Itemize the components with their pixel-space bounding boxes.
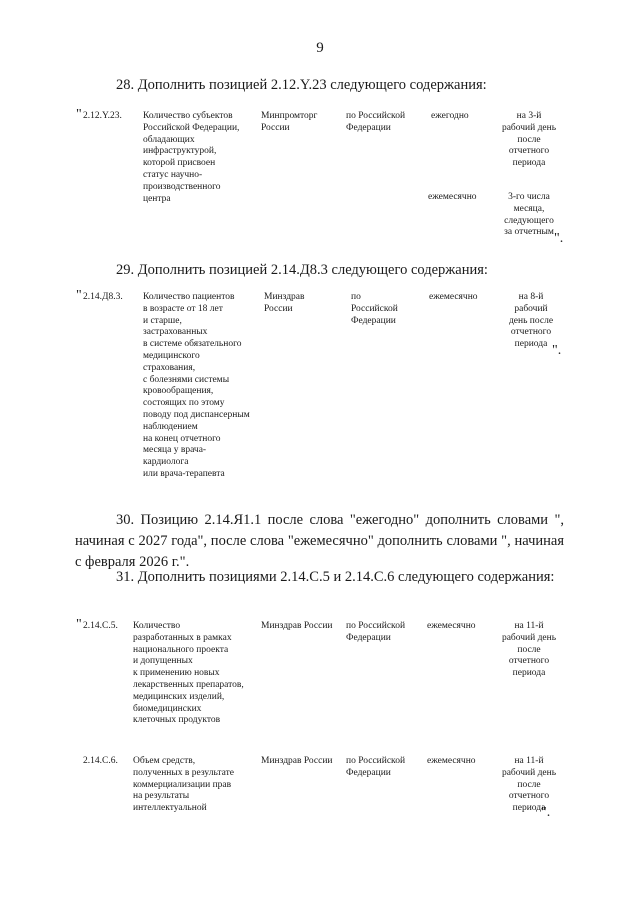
row-deadline: на 11-й рабочий день после отчетного периода [501,621,557,679]
row-level: по Российской Федерации [346,756,406,778]
row-indicator-name: Количество субъектов Российской Федерации, обладающих инфраструктурой, которой присвоен статус научно- производственного центра [143,111,240,204]
row-period: ежегодно [431,111,469,121]
row-period: ежемесячно [427,756,476,766]
opening-quote: " [76,107,82,122]
page-number: 9 [316,40,324,56]
row-code: 2.14.С.6. [83,756,118,766]
row-code: 2.12.Y.23. [83,111,122,121]
closing-quote: ". [552,343,562,358]
row-period: ежемесячно [427,621,476,631]
item-30-text: 30. Позицию 2.14.Я1.1 после слова "ежегодно" дополнить словами ", начиная с 2027 года", после слова "ежемесячно" дополнить словами ", начиная с февраля 2026 г.". [75,512,564,570]
row-deadline: 3-го числа месяца, следующего за отчетным [504,192,554,238]
opening-quote: " [76,288,82,303]
item-31-text: 31. Дополнить позициями 2.14.С.5 и 2.14.С.6 следующего содержания: [116,569,555,585]
row-level: по Российской Федерации [346,621,406,643]
row-deadline: на 11-й рабочий день после отчетного периода [501,756,557,814]
item-29-heading: 29. Дополнить позицией 2.14.Д8.3 следующего содержания: [116,262,488,278]
row-period: ежемесячно [429,292,478,302]
row-level: по Российской Федерации [351,292,398,326]
row-indicator-name: Объем средств, полученных в результате коммерциализации прав на результаты интеллектуальной [133,756,235,814]
row-agency: Минздрав России [261,756,333,766]
row-agency: Минздрав России [261,621,333,631]
row-period: ежемесячно [428,192,477,202]
closing-quote: ". [541,805,551,820]
opening-quote: " [76,617,82,632]
row-agency: Минпромторг России [261,111,318,133]
row-indicator-name: Количество разработанных в рамках национального проекта и допущенных к применению новых лекарственных препаратов, медицинских изделий, биомедицинских клеточных продуктов [133,621,244,726]
row-agency: Минздрав России [264,292,305,314]
row-indicator-name: Количество пациентов в возрасте от 18 лет и старше, застрахованных в системе обязательного медицинского страхования, с болезнями системы кровообращения, состоящих по этому поводу под диспансерным наблюдением на конец отчетного месяца у врача- кардиолога или врача-терапевта [143,292,250,479]
closing-quote: ". [554,231,564,246]
row-deadline: на 3-й рабочий день после отчетного периода [501,111,557,169]
item-28-heading: 28. Дополнить позицией 2.12.Y.23 следующего содержания: [116,77,487,93]
row-level: по Российской Федерации [346,111,406,133]
row-code: 2.14.Д8.3. [83,292,123,302]
row-deadline: на 8-й рабочий день после отчетного периода [508,292,554,350]
row-code: 2.14.С.5. [83,621,118,631]
